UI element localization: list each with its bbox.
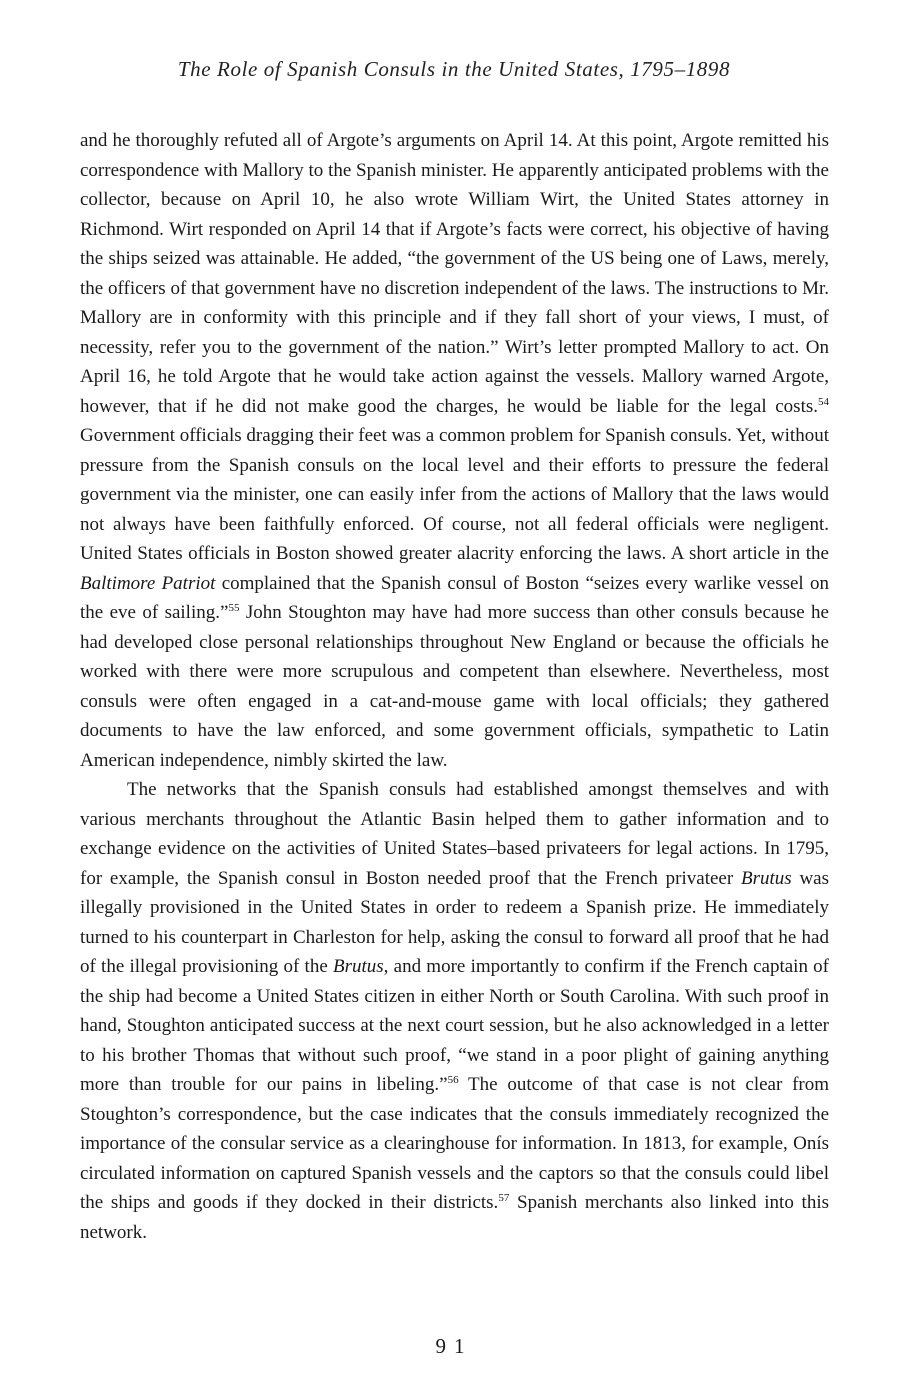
- paragraph: [80, 775, 829, 1247]
- italic-title: Brutus: [740, 867, 792, 889]
- text-run: and he thoroughly refuted all of Argote’s arguments on April 14. At this point, Argote remitted his correspondence with Mallory to the Spanish minister. He apparently anticipated problems with the collector, because on April 10, he also wrote William Wirt, the United States attorney in Richmond. Wirt responded on April 14 that if Argote’s facts were correct, his objective of having the ships seized was attainable. He added, “the government of the US being one of Laws, merely, the officers of that government have no discretion independent of the laws. The instructions to Mr. Mallory are in conformity with this principle and if they fall short of your views, I must, of necessity, refer you to the government of the nation.” Wirt’s letter prompted Mallory to act. On April 16, he told Argote that he would take action against the vessels. Mallory warned Argote, however, that if he did not make good the charges, he would be liable for the legal costs.: [80, 130, 829, 417]
- text-run: Government officials dragging their feet was a common problem for Spanish consuls. Yet, without pressure from the Spanish consuls on the local level and their efforts to pressure the federal government via the minister, one can easily infer from the actions of Mallory that the laws would not always have been faithfully enforced. Of course, not all federal officials were negligent. United States officials in Boston showed greater alacrity enforcing the laws. A short article in the: [80, 425, 829, 564]
- footnote-ref: 56: [447, 1074, 459, 1086]
- text-run: John Stoughton may have had more success than other consuls because he had developed close personal relationships throughout New England or because the officials he worked with there were more scrupulous and competent than elsewhere. Nevertheless, most consuls were often engaged in a cat-and-mouse game with local officials; they gathered documents to have the law enforced, and some government officials, sympathetic to Latin American independence, nimbly skirted the law.: [80, 602, 829, 771]
- paragraph: [80, 126, 829, 775]
- footnote-ref: 55: [228, 602, 240, 614]
- body-text: [80, 126, 829, 1247]
- text-run: Spanish merchants also linked into this network.: [80, 1192, 830, 1243]
- text-run: , and more importantly to confirm if the French captain of the ship had become a United States citizen in either North or South Carolina. With such proof in hand, Stoughton anticipated success at the next court session, but he also acknowledged in a letter to his brother Thomas that without such proof, “we stand in a poor plight of gaining anything more than trouble for our pains in libeling.”: [80, 956, 829, 1095]
- italic-title: Brutus: [332, 956, 384, 977]
- footnote-ref: 57: [498, 1192, 510, 1204]
- footnote-ref: 54: [818, 395, 829, 408]
- text-run: The outcome of that case is not clear from Stoughton’s correspondence, but the case indicates that the consuls immediately recognized the importance of the consular service as a clearinghouse for information. In 1813, for example, Onís circulated information on captured Spanish vessels and the captors so that the consuls could libel the ships and goods if they docked in their districts.: [80, 1074, 830, 1213]
- running-head: The Role of Spanish Consuls in the United States, 1795–1898: [177, 57, 731, 81]
- text-run: was illegally provisioned in the United States in order to redeem a Spanish prize. He immediately turned to his counterpart in Charleston for help, asking the consul to forward all proof that he had of the illegal provisioning of the: [80, 867, 829, 977]
- italic-title: Baltimore Patriot: [80, 572, 216, 594]
- page-number: 91: [435, 1334, 473, 1358]
- text-run: complained that the Spanish consul of Boston “seizes every warlike vessel on the eve of sailing.”: [80, 572, 829, 623]
- text-run: The networks that the Spanish consuls had established amongst themselves and with various merchants throughout the Atlantic Basin helped them to gather information and to exchange evidence on the activities of United States–based privateers for legal actions. In 1795, for example, the Spanish consul in Boston needed proof that the French privateer: [80, 779, 829, 889]
